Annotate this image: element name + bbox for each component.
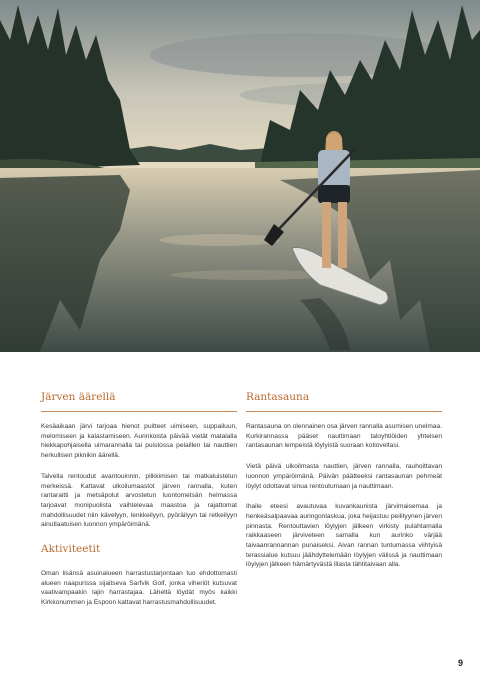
paragraph-sauna-day: Vietä päivä ulkoilmasta nauttien, järven rannalla, rauhoittavan luonnon ympäröimänä. Päivän päätteeksi rantasaunan pehmeät löylyt odottavat sinua rentoutumaan ja nauttimaan. <box>246 463 442 490</box>
heading-jarven-aarella: Järven äärellä <box>41 390 237 412</box>
left-column <box>41 390 237 619</box>
heading-rantasauna: Rantasauna <box>246 390 442 412</box>
paragraph-winter: Talvella rentoudut avantouinnin, pilkkimisen tai matkaluistelun merkeissä. Kattavat ulkoilumaastot järven rannalla, kuten rantaraitti ja metsäpolut arvostetun luontometsän helmassa tarjoavat monipuolista vaihtelevaa maastoa ja rajattomat mahdollisuudet niin kävelyyn, lenkkeilyyn, pyöräilyyn tai retkeilyyn ainutlaatuisen luonnon ympäröimänä. <box>41 472 237 529</box>
paragraph-sauna-evening: Ihaile eteesi avautuvaa kuvankaunista järvimaisemaa ja henkeäsalpaavaa auringonlaskua, joka heijastuu peilityynen järven pinnasta. Rentouttavien löylyjen jälkeen virkisty pulahtamalla raikkaaseen järviveteen samalla kun aurinko värjää taivaanrannannan punaiseksi. Aivan rannan tuntumassa viihtyisä terassialue kutsuu jäähdyttelemään löylyjen välissä ja nauttimaan löylyjen jälkeen hämärtyvästä illasta tähtitaivaan alla. <box>246 503 442 569</box>
heading-aktiviteetit: Aktiviteetit <box>41 543 101 556</box>
paragraph-sauna-intro: Rantasauna on olennainen osa järven rannalla asumisen unelmaa. Kurkirannassa pääset nauttimaan taloyhtiöiden yhteisen rantasaunan lempeistä löylyistä suoraan kotioveltasi. <box>246 423 442 450</box>
page-number: 9 <box>458 658 464 668</box>
paragraph-summer: Kesäaikaan järvi tarjoaa hienot puitteet uimiseen, suppailuun, melomiseen ja kalastamiseen. Aurinkoista päivää vietät matalalla hiekkapohjaisella uimarannalla tai puistossa pelaillen tai nauttien herkullisen piknikin äärellä. <box>41 423 237 460</box>
right-column <box>246 390 442 581</box>
paragraph-activities: Oman lisänsä asuinalueen harrastustarjontaan tuo ehdottomasti alueen naapurissa sijaitseva Sarfvik Golf, jonka viheriöt kutsuvat vaativampaakin lajin harrastajaa. Läheltä löydät myös kaikki Kirkkonummen ja Espoon kattavat harrastusmahdollisuudet. <box>41 570 237 607</box>
